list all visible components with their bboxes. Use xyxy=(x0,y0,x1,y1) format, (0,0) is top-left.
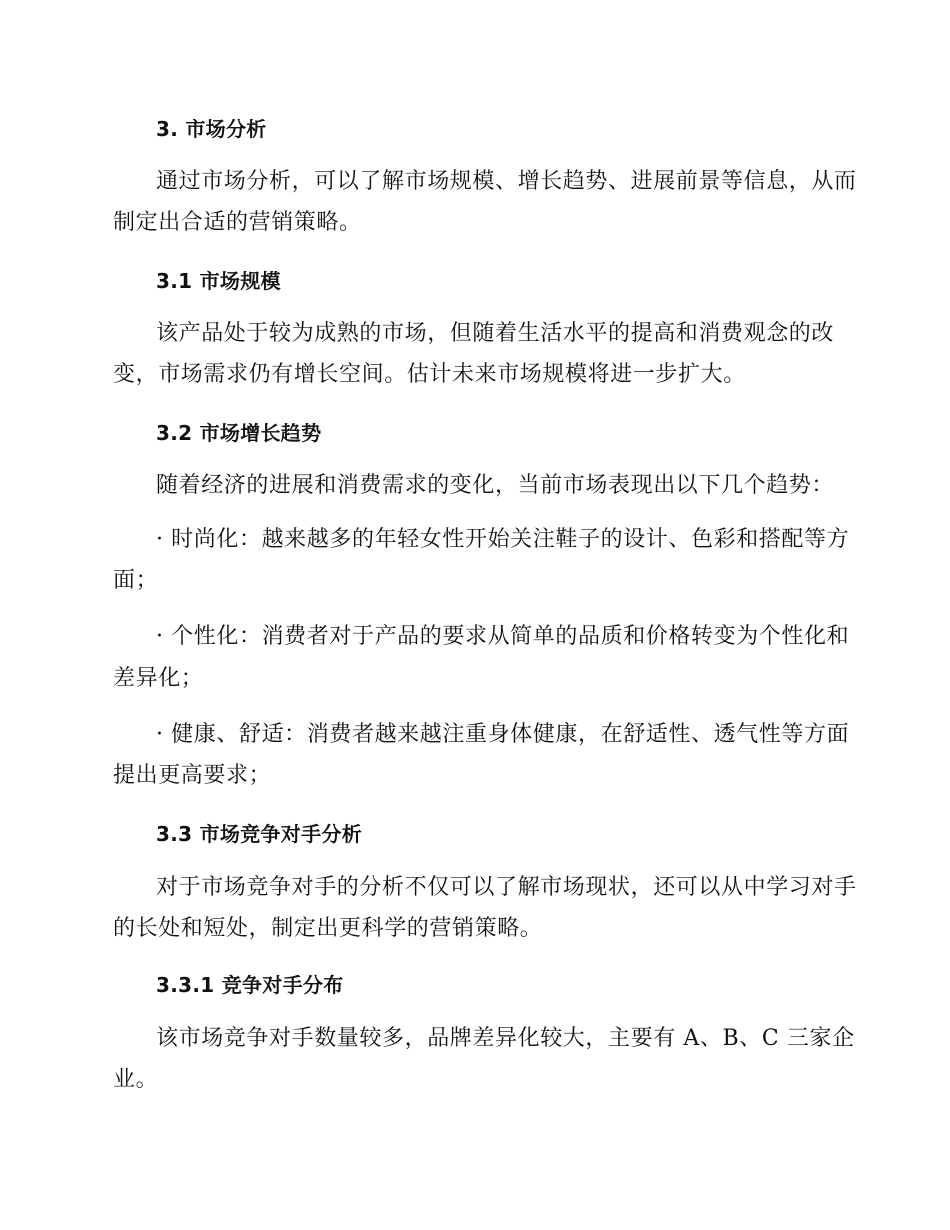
bullet-item-line: · 健康、舒适：消费者越来越注重身体健康，在舒适性、透气性等方面 xyxy=(156,722,850,747)
section-heading-3-3: 3.3 市场竞争对手分析 xyxy=(156,822,362,846)
paragraph-line: 变，市场需求仍有增长空间。估计未来市场规模将进一步扩大。 xyxy=(113,362,746,387)
bullet-item-line: 提出更高要求； xyxy=(113,763,272,788)
paragraph-line: 该市场竞争对手数量较多，品牌差异化较大，主要有 A、B、C 三家企 xyxy=(156,1026,855,1051)
paragraph-line: 随着经济的进展和消费需求的变化，当前市场表现出以下几个趋势： xyxy=(156,473,835,498)
section-heading-3-1: 3.1 市场规模 xyxy=(156,269,281,293)
paragraph-line: 该产品处于较为成熟的市场，但随着生活水平的提高和消费观念的改 xyxy=(156,321,835,346)
bullet-item-line: · 个性化：消费者对于产品的要求从简单的品质和价格转变为个性化和 xyxy=(156,624,850,649)
paragraph-line: 对于市场竞争对手的分析不仅可以了解市场现状，还可以从中学习对手 xyxy=(156,875,857,900)
paragraph-line: 制定出合适的营销策略。 xyxy=(113,210,362,235)
bullet-item-line: · 时尚化：越来越多的年轻女性开始关注鞋子的设计、色彩和搭配等方 xyxy=(156,527,850,552)
section-heading-3-3-1: 3.3.1 竞争对手分布 xyxy=(156,973,344,997)
paragraph-line: 业。 xyxy=(113,1067,159,1092)
section-heading-3-2: 3.2 市场增长趋势 xyxy=(156,421,322,445)
paragraph-line: 通过市场分析，可以了解市场规模、增长趋势、进展前景等信息，从而 xyxy=(156,169,857,194)
bullet-item-line: 差异化； xyxy=(113,666,204,691)
paragraph-line: 的长处和短处，制定出更科学的营销策略。 xyxy=(113,916,543,941)
bullet-item-line: 面； xyxy=(113,568,159,593)
section-heading-3: 3. 市场分析 xyxy=(156,117,267,141)
